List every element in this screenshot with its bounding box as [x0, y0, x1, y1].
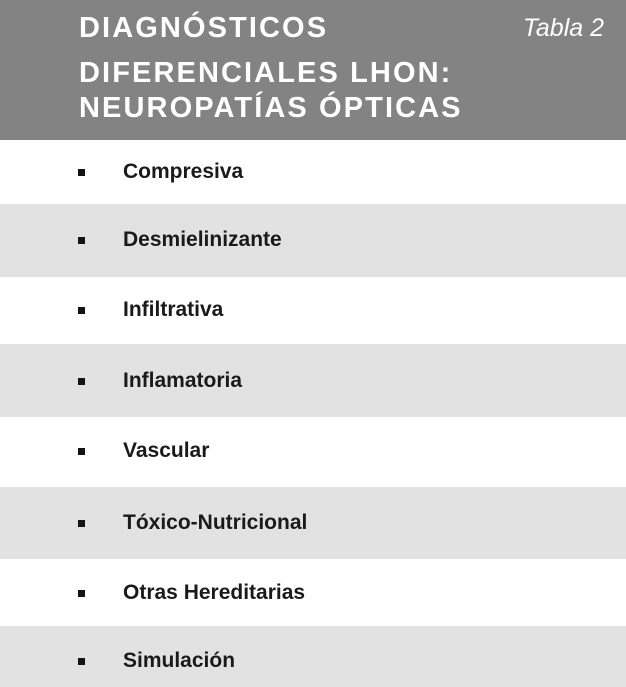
table-number-label: Tabla 2 — [522, 14, 604, 42]
square-bullet-icon — [78, 169, 85, 176]
list-item-label: Infiltrativa — [123, 298, 224, 321]
page-title-line-3: NEUROPATÍAS ÓPTICAS — [79, 92, 463, 124]
list-item-label: Vascular — [123, 439, 210, 462]
list-item-label: Inflamatoria — [123, 369, 243, 392]
table-header — [0, 0, 626, 140]
list-item-label: Compresiva — [123, 160, 244, 183]
square-bullet-icon — [78, 378, 85, 385]
list-item — [0, 487, 626, 559]
list-item-label: Tóxico-Nutricional — [123, 511, 308, 534]
list-item — [0, 417, 626, 487]
list-item-label: Simulación — [123, 649, 236, 672]
list-item — [0, 344, 626, 417]
list-item — [0, 559, 626, 626]
page-title-line-2: DIFERENCIALES LHON: — [79, 57, 453, 89]
list-item-label: Desmielinizante — [123, 228, 282, 251]
list-item — [0, 204, 626, 277]
page-title-line-1: DIAGNÓSTICOS — [79, 12, 329, 44]
square-bullet-icon — [78, 658, 85, 665]
list-item-label: Otras Hereditarias — [123, 581, 306, 604]
diagnosis-list — [0, 140, 626, 687]
list-item — [0, 277, 626, 344]
list-item — [0, 626, 626, 687]
square-bullet-icon — [78, 307, 85, 314]
square-bullet-icon — [78, 237, 85, 244]
square-bullet-icon — [78, 520, 85, 527]
list-item — [0, 140, 626, 204]
square-bullet-icon — [78, 448, 85, 455]
square-bullet-icon — [78, 590, 85, 597]
